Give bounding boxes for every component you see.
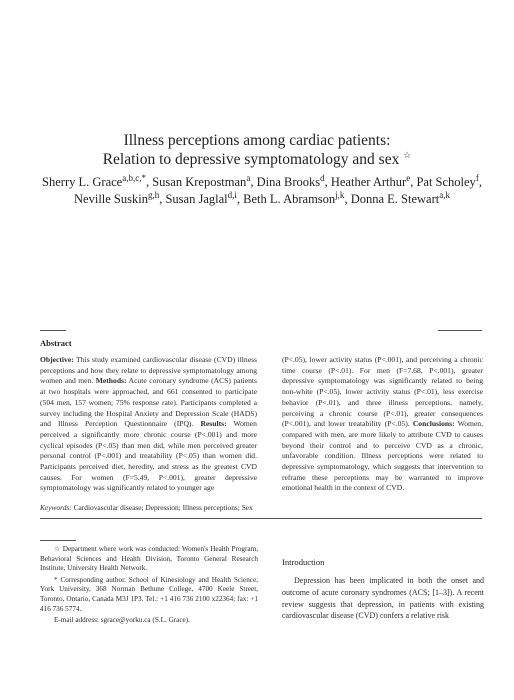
introduction-heading: Introduction [282, 557, 325, 567]
title-line-1: Illness perceptions among cardiac patients: [123, 132, 391, 149]
keywords [40, 503, 480, 512]
author: Susan Jaglal$^{d,i}$, [165, 189, 244, 206]
author: Dina Brooks$^d$, [256, 172, 331, 189]
keywords-divider [40, 518, 482, 519]
author: Pat Scholey$^f$, [416, 172, 482, 189]
conclusions-label: Conclusions: [412, 419, 455, 429]
author: Donna E. Stewart$^{a,k}$ [350, 189, 450, 206]
conclusions-text: Women, compared with men, are more likely to attribute CVD to causes beyond their control and to perceive CVD as a chronic, unfavorable condition. Illness perceptions were related to depressive symptomatology, which suggests that intervention to reframe these perceptions may be warranted to improve emotional health in the context of CVD. [282, 419, 483, 493]
email-note: E-mail address: sgrace@yorku.ca (S.L. Grace). [54, 616, 190, 625]
results-label: Results: [200, 419, 227, 429]
footnote-rule [40, 540, 76, 541]
results-text-continued: (P<.05), lower activity status (P<.001), and perceiving a chronic time course (P<.01). For men (F=7.68, P<.001), greater depressive symptomatology was significantly related to being non-white (P<.05), lower activity status (P<.01), less exercise behavior (P<.01), and three illness perceptions, namely, perceiving a chronic course (P<.01), greater consequences (P<.001), and lower treatability (P<.05). [282, 355, 483, 429]
objective-label: Objective: [40, 355, 74, 364]
author: Neville Suskin$^{g,h}$, [74, 189, 166, 206]
abstract-rule-left [40, 330, 66, 331]
abstract-heading: Abstract [40, 338, 72, 348]
author: Sherry L. Grace$^{a,b,c,*}$, [42, 172, 153, 189]
results-text: Women perceived a significantly more chronic course (P<.001) and more cyclical episodes (P<.05) than men did, while men perceived greater personal control (P<.001) and treatability (P<.05) than women did. Participants perceived diet, heredity, and stress as the greatest CVD causes. For women (F=5.49, P<.001), greater depressive symptomatology was significantly related to younger age [40, 419, 257, 493]
keywords-text: Cardiovascular disease; Depression; Illness perceptions; Sex [71, 503, 253, 512]
objective-text: This study examined cardiovascular disease (CVD) illness perceptions and how they relate to depressive symptomatology among women and men. [40, 355, 257, 386]
methods-label: Methods: [95, 376, 127, 386]
author: Susan Krepostman$^a$, [152, 172, 257, 189]
paper-title [0, 131, 514, 169]
author: Beth L. Abramson$^{j,k}$, [243, 189, 351, 206]
footnotes [40, 545, 258, 628]
title-note-mark: ☆ [403, 149, 412, 160]
correspondence-note: * Corresponding author. School of Kinesiology and Health Science, York University, 368 Norman Bethune College, 4700 Keele Street, Toronto, Ontario, Canada M3J 1P3. Tel.: +1 416 736 2100 x22364; fax: +1 416 736 5774. [40, 575, 258, 613]
author-list [40, 174, 484, 208]
methods-text: Acute coronary syndrome (ACS) patients at two hospitals were approached, and 661 consented to participate (504 men, 157 women; 75% response rate). Participants completed a survey including the Hospital Anxiety and Depression Scale (HADS) and Illness Perception Questionnaire (IPQ). [40, 376, 258, 429]
abstract-text-right [282, 355, 483, 494]
keywords-label: Keywords: [40, 503, 72, 512]
abstract-rule-right [438, 330, 482, 331]
funding-note: ☆ Department where work was conducted: Women's Health Program, Behavioral Sciences and Health Division, Toronto General Research Institute, University Health Network. [40, 545, 258, 573]
title-line-2: Relation to depressive symptomatology and sex ☆ [102, 149, 412, 168]
introduction-text: Depression has been implicated in both the onset and outcome of acute coronary syndromes (ACS; [1–3]). A recent review suggests that depression, in patients with existing cardiovascular disease (CVD) confers a relative risk [282, 576, 484, 621]
author: Heather Arthur$^e$, [330, 172, 417, 189]
abstract-text-left [40, 355, 257, 494]
